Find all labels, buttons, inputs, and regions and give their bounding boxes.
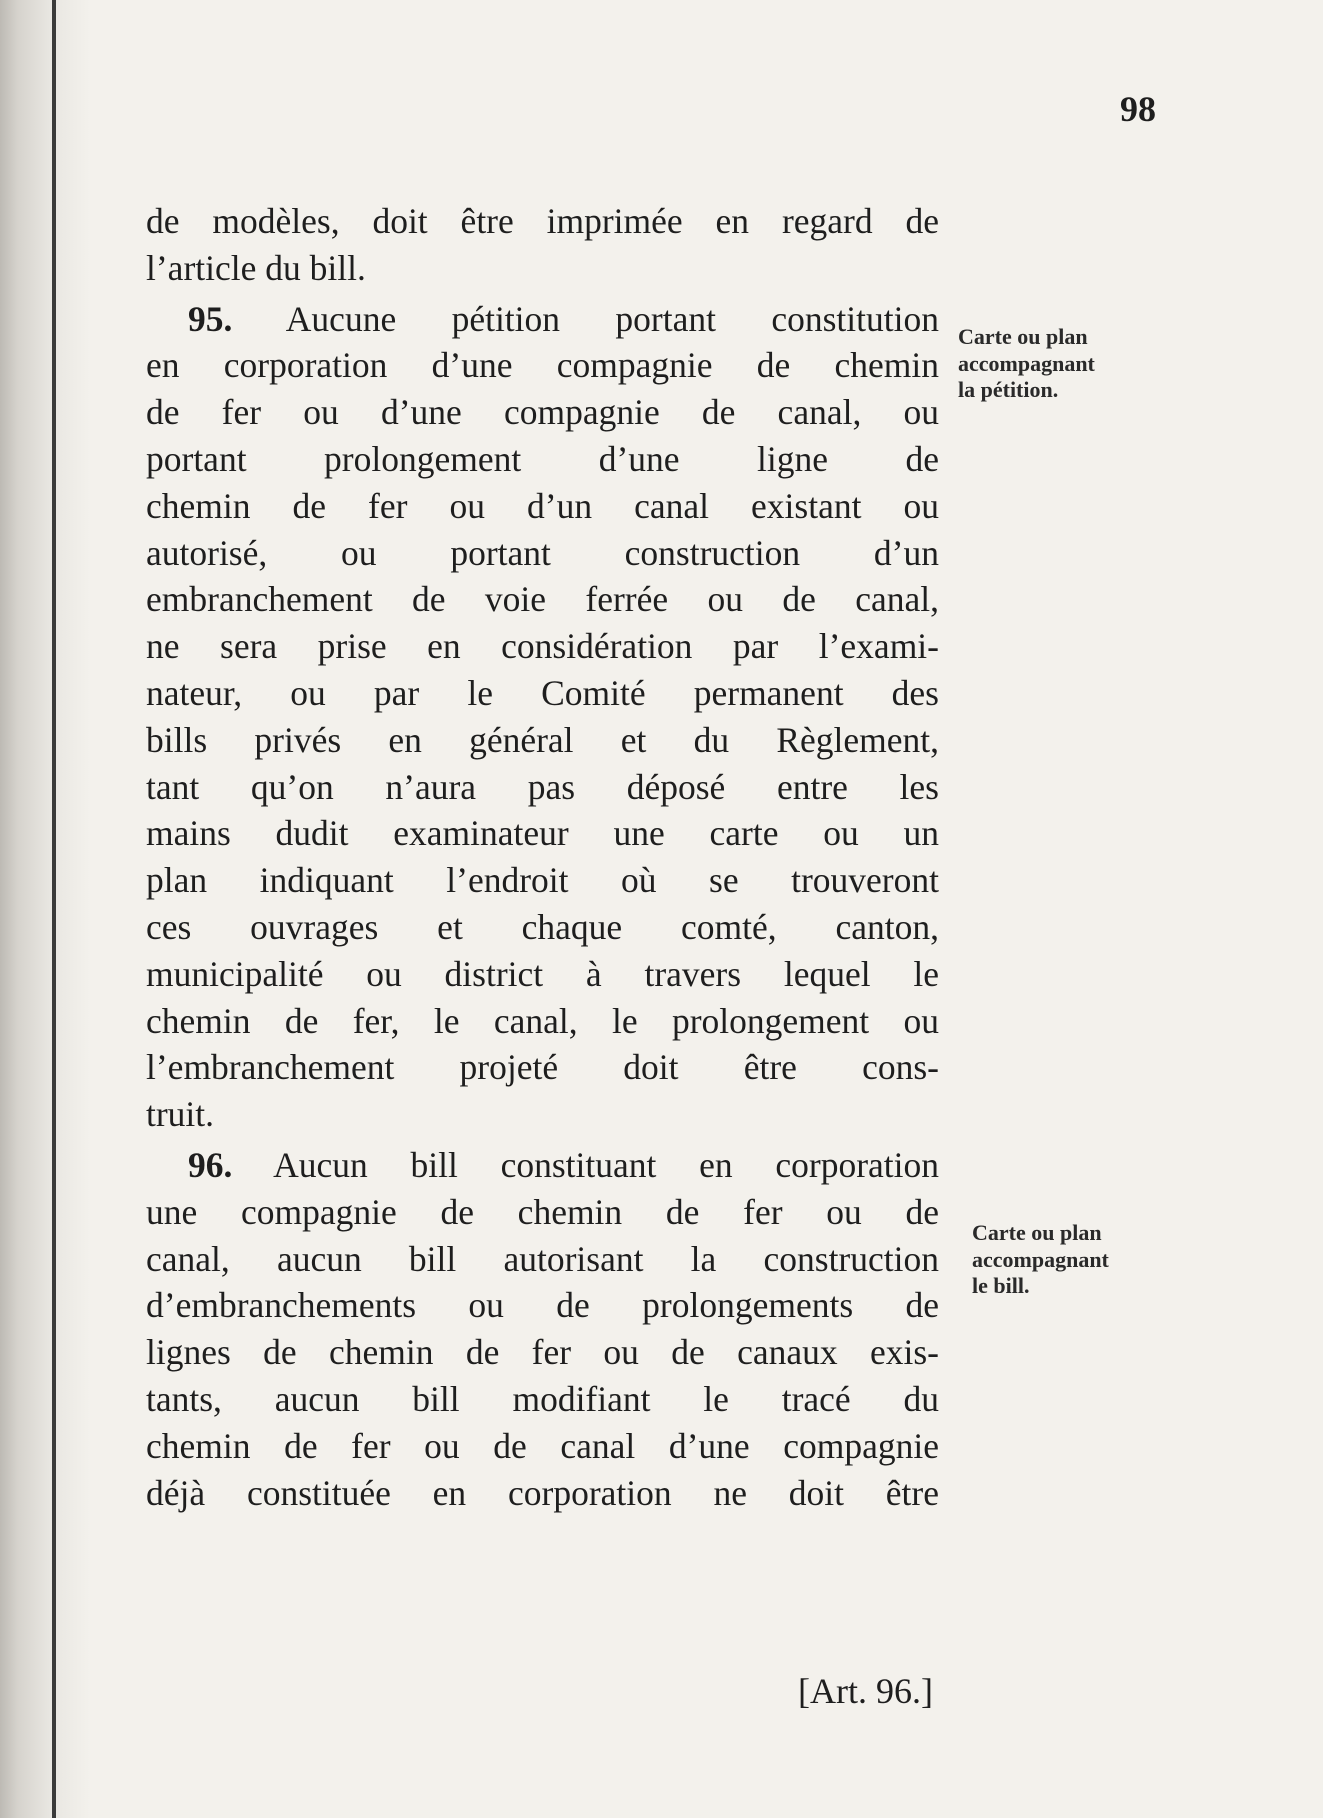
text-line: d’embranchements ou de prolongements de bbox=[146, 1285, 939, 1326]
text-line: bills privés en général et du Règlement, bbox=[146, 719, 939, 760]
text-line: autorisé, ou portant construction d’un bbox=[146, 532, 939, 573]
margin-note-line: accompagnant bbox=[972, 1246, 1109, 1272]
text-line: canal, aucun bill autorisant la construction bbox=[146, 1238, 939, 1279]
text-line: plan indiquant l’endroit où se trouveront bbox=[146, 860, 939, 901]
text-line: tants, aucun bill modifiant le tracé du bbox=[146, 1378, 939, 1419]
margin-note-line: la pétition. bbox=[958, 377, 1059, 402]
text-line: truit. bbox=[146, 1094, 215, 1135]
text-line: de fer ou d’une compagnie de canal, ou bbox=[146, 392, 939, 433]
text-span: Aucune pétition portant constitution bbox=[285, 298, 939, 339]
margin-note-line: Carte ou plan bbox=[958, 324, 1088, 349]
text-line: une compagnie de chemin de fer ou de bbox=[146, 1191, 939, 1232]
text-line: l’embranchement projeté doit être cons- bbox=[146, 1047, 939, 1088]
text-line: chemin de fer ou de canal d’une compagnie bbox=[146, 1425, 939, 1466]
text-line: tant qu’on n’aura pas déposé entre les bbox=[146, 766, 939, 807]
text-line: mains dudit examinateur une carte ou un bbox=[146, 813, 939, 854]
section-95 bbox=[146, 296, 939, 1138]
text-span: Aucun bill constituant en corporation bbox=[273, 1144, 939, 1185]
text-line: en corporation d’une compagnie de chemin bbox=[146, 345, 939, 386]
text-line: municipalité ou district à travers lequel le bbox=[146, 953, 939, 994]
text-line bbox=[146, 1142, 939, 1189]
page-binding-edge bbox=[52, 0, 56, 1818]
page-binding-shadow bbox=[0, 0, 90, 1818]
text-line bbox=[146, 296, 939, 343]
body-text bbox=[146, 198, 939, 1516]
text-line: nateur, ou par le Comité permanent des bbox=[146, 672, 939, 713]
text-line: lignes de chemin de fer ou de canaux exis- bbox=[146, 1332, 939, 1373]
section-number: 96. bbox=[188, 1144, 233, 1185]
margin-note-line: Carte ou plan bbox=[972, 1220, 1102, 1245]
text-line: de modèles, doit être imprimée en regard de bbox=[146, 201, 939, 241]
text-line: portant prolongement d’une ligne de bbox=[146, 438, 939, 479]
text-line: chemin de fer, le canal, le prolongement ou bbox=[146, 1000, 939, 1041]
section-96 bbox=[146, 1142, 939, 1516]
text-line: embranchement de voie ferrée ou de canal, bbox=[146, 579, 939, 620]
margin-note-line: accompagnant bbox=[958, 350, 1095, 376]
footer-article-reference: [Art. 96.] bbox=[798, 1671, 933, 1711]
text-line: ne sera prise en considération par l’exami- bbox=[146, 626, 939, 667]
text-line: déjà constituée en corporation ne doit être bbox=[146, 1472, 939, 1513]
section-number: 95. bbox=[188, 298, 233, 339]
margin-note-95 bbox=[958, 324, 1095, 404]
margin-note-96 bbox=[972, 1220, 1109, 1300]
margin-note-line: le bill. bbox=[972, 1273, 1030, 1298]
text-line: chemin de fer ou d’un canal existant ou bbox=[146, 485, 939, 526]
text-line: ces ouvrages et chaque comté, canton, bbox=[146, 906, 939, 947]
page-number: 98 bbox=[1120, 89, 1156, 129]
text-line: l’article du bill. bbox=[146, 247, 366, 288]
